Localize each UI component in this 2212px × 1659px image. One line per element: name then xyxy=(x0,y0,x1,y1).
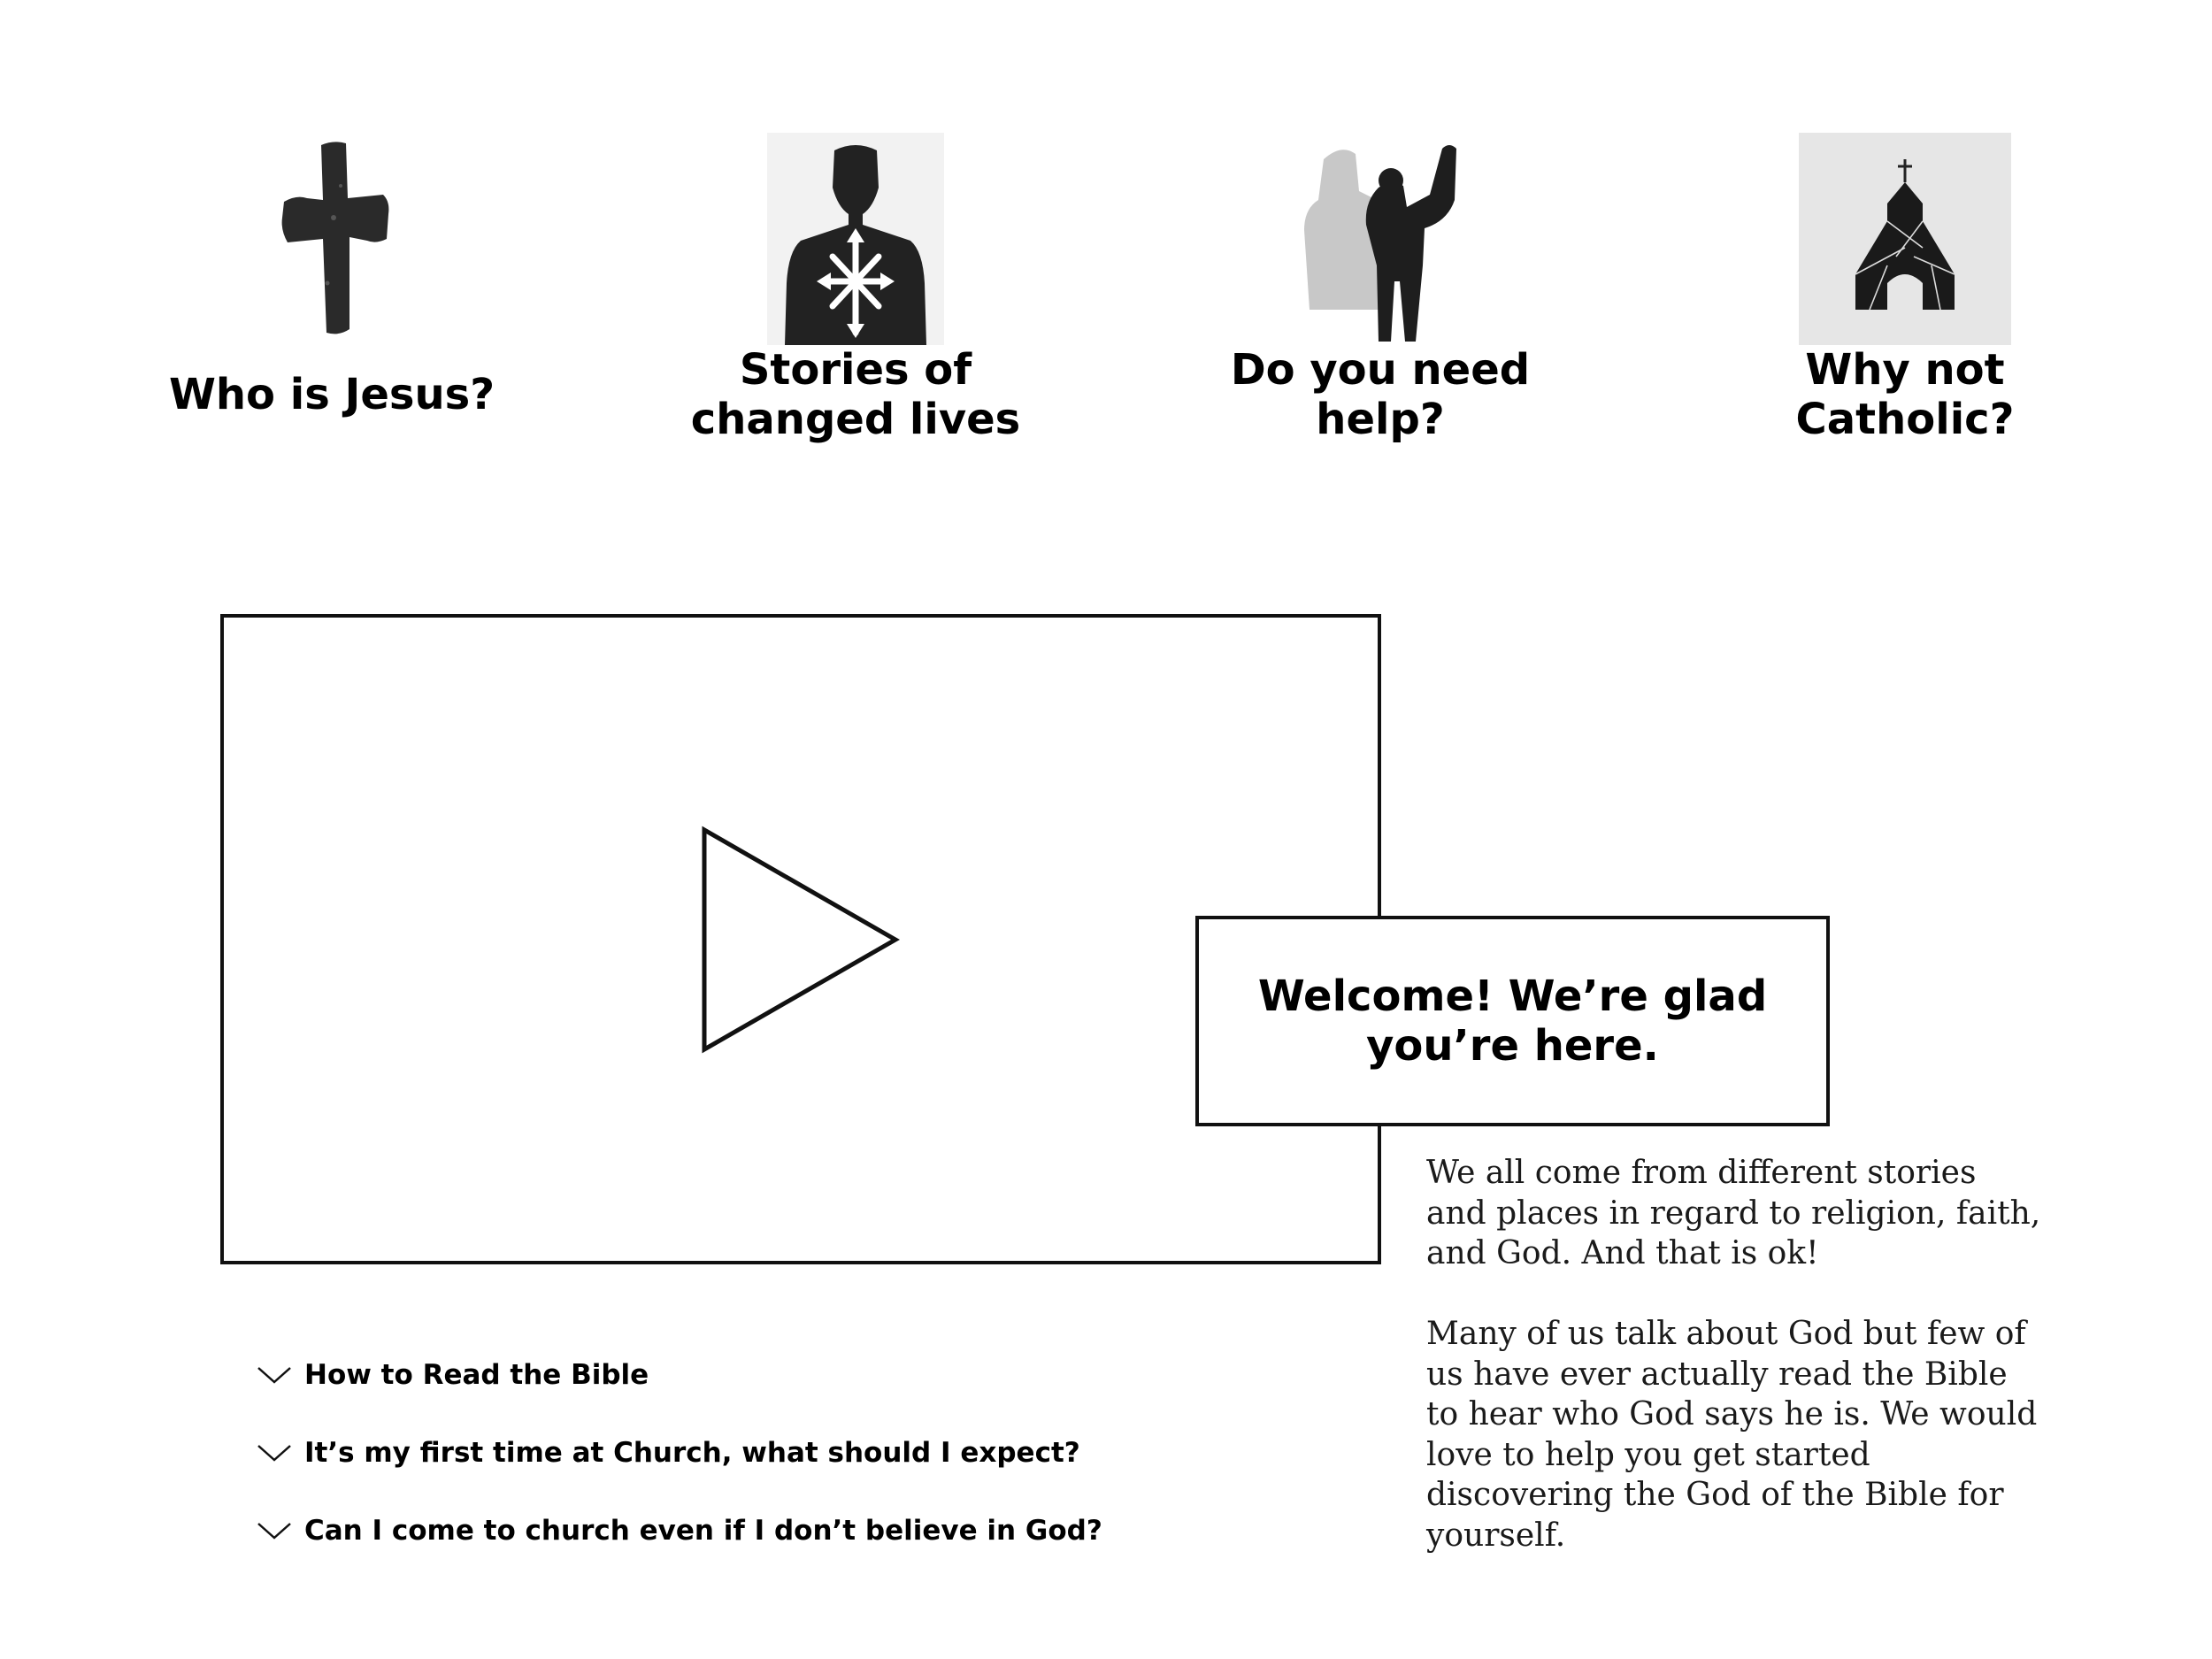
welcome-callout xyxy=(1195,916,1830,1126)
faq-question: Can I come to church even if I don’t believe in God? xyxy=(304,1515,1102,1547)
tile-label: Who is Jesus? xyxy=(168,370,495,419)
faq-item-how-to-read-the-bible[interactable] xyxy=(257,1336,1186,1414)
intro-paragraph: Many of us talk about God but few of us have ever actually read the Bible to hear who God says he is. We would love to help you get started discovering the God of the Bible for yourself. xyxy=(1426,1316,2038,1554)
cross-icon xyxy=(226,133,438,345)
person-raising-hand-icon xyxy=(1274,133,1486,345)
chevron-down-icon[interactable] xyxy=(257,1443,292,1463)
nav-tile-stories-of-changed-lives[interactable] xyxy=(661,124,1050,460)
play-icon[interactable] xyxy=(699,825,902,1055)
person-with-cross-icon xyxy=(749,133,962,345)
church-icon xyxy=(1799,133,2011,345)
nav-tile-why-not-catholic[interactable] xyxy=(1710,124,2100,460)
faq-question: How to Read the Bible xyxy=(304,1359,649,1391)
nav-tile-do-you-need-help[interactable] xyxy=(1186,124,1575,460)
intro-paragraph: We all come from different stories and places in regard to religion, faith, and God. And that is ok! xyxy=(1426,1155,2041,1271)
welcome-title: Welcome! We’re glad you’re here. xyxy=(1257,972,1768,1071)
faq-list xyxy=(257,1336,1186,1570)
chevron-down-icon[interactable] xyxy=(257,1365,292,1385)
faq-item-come-even-if-dont-believe[interactable] xyxy=(257,1492,1186,1570)
tile-label: Do you need help? xyxy=(1230,345,1531,444)
tile-label: Stories of changed lives xyxy=(690,345,1021,444)
faq-question: It’s my first time at Church, what should I expect? xyxy=(304,1437,1080,1469)
nav-tile-who-is-jesus[interactable] xyxy=(137,124,526,460)
faq-item-first-time-at-church[interactable] xyxy=(257,1414,1186,1492)
tile-label: Why not Catholic? xyxy=(1795,345,2015,444)
intro-text xyxy=(1426,1153,2046,1555)
chevron-down-icon[interactable] xyxy=(257,1521,292,1540)
